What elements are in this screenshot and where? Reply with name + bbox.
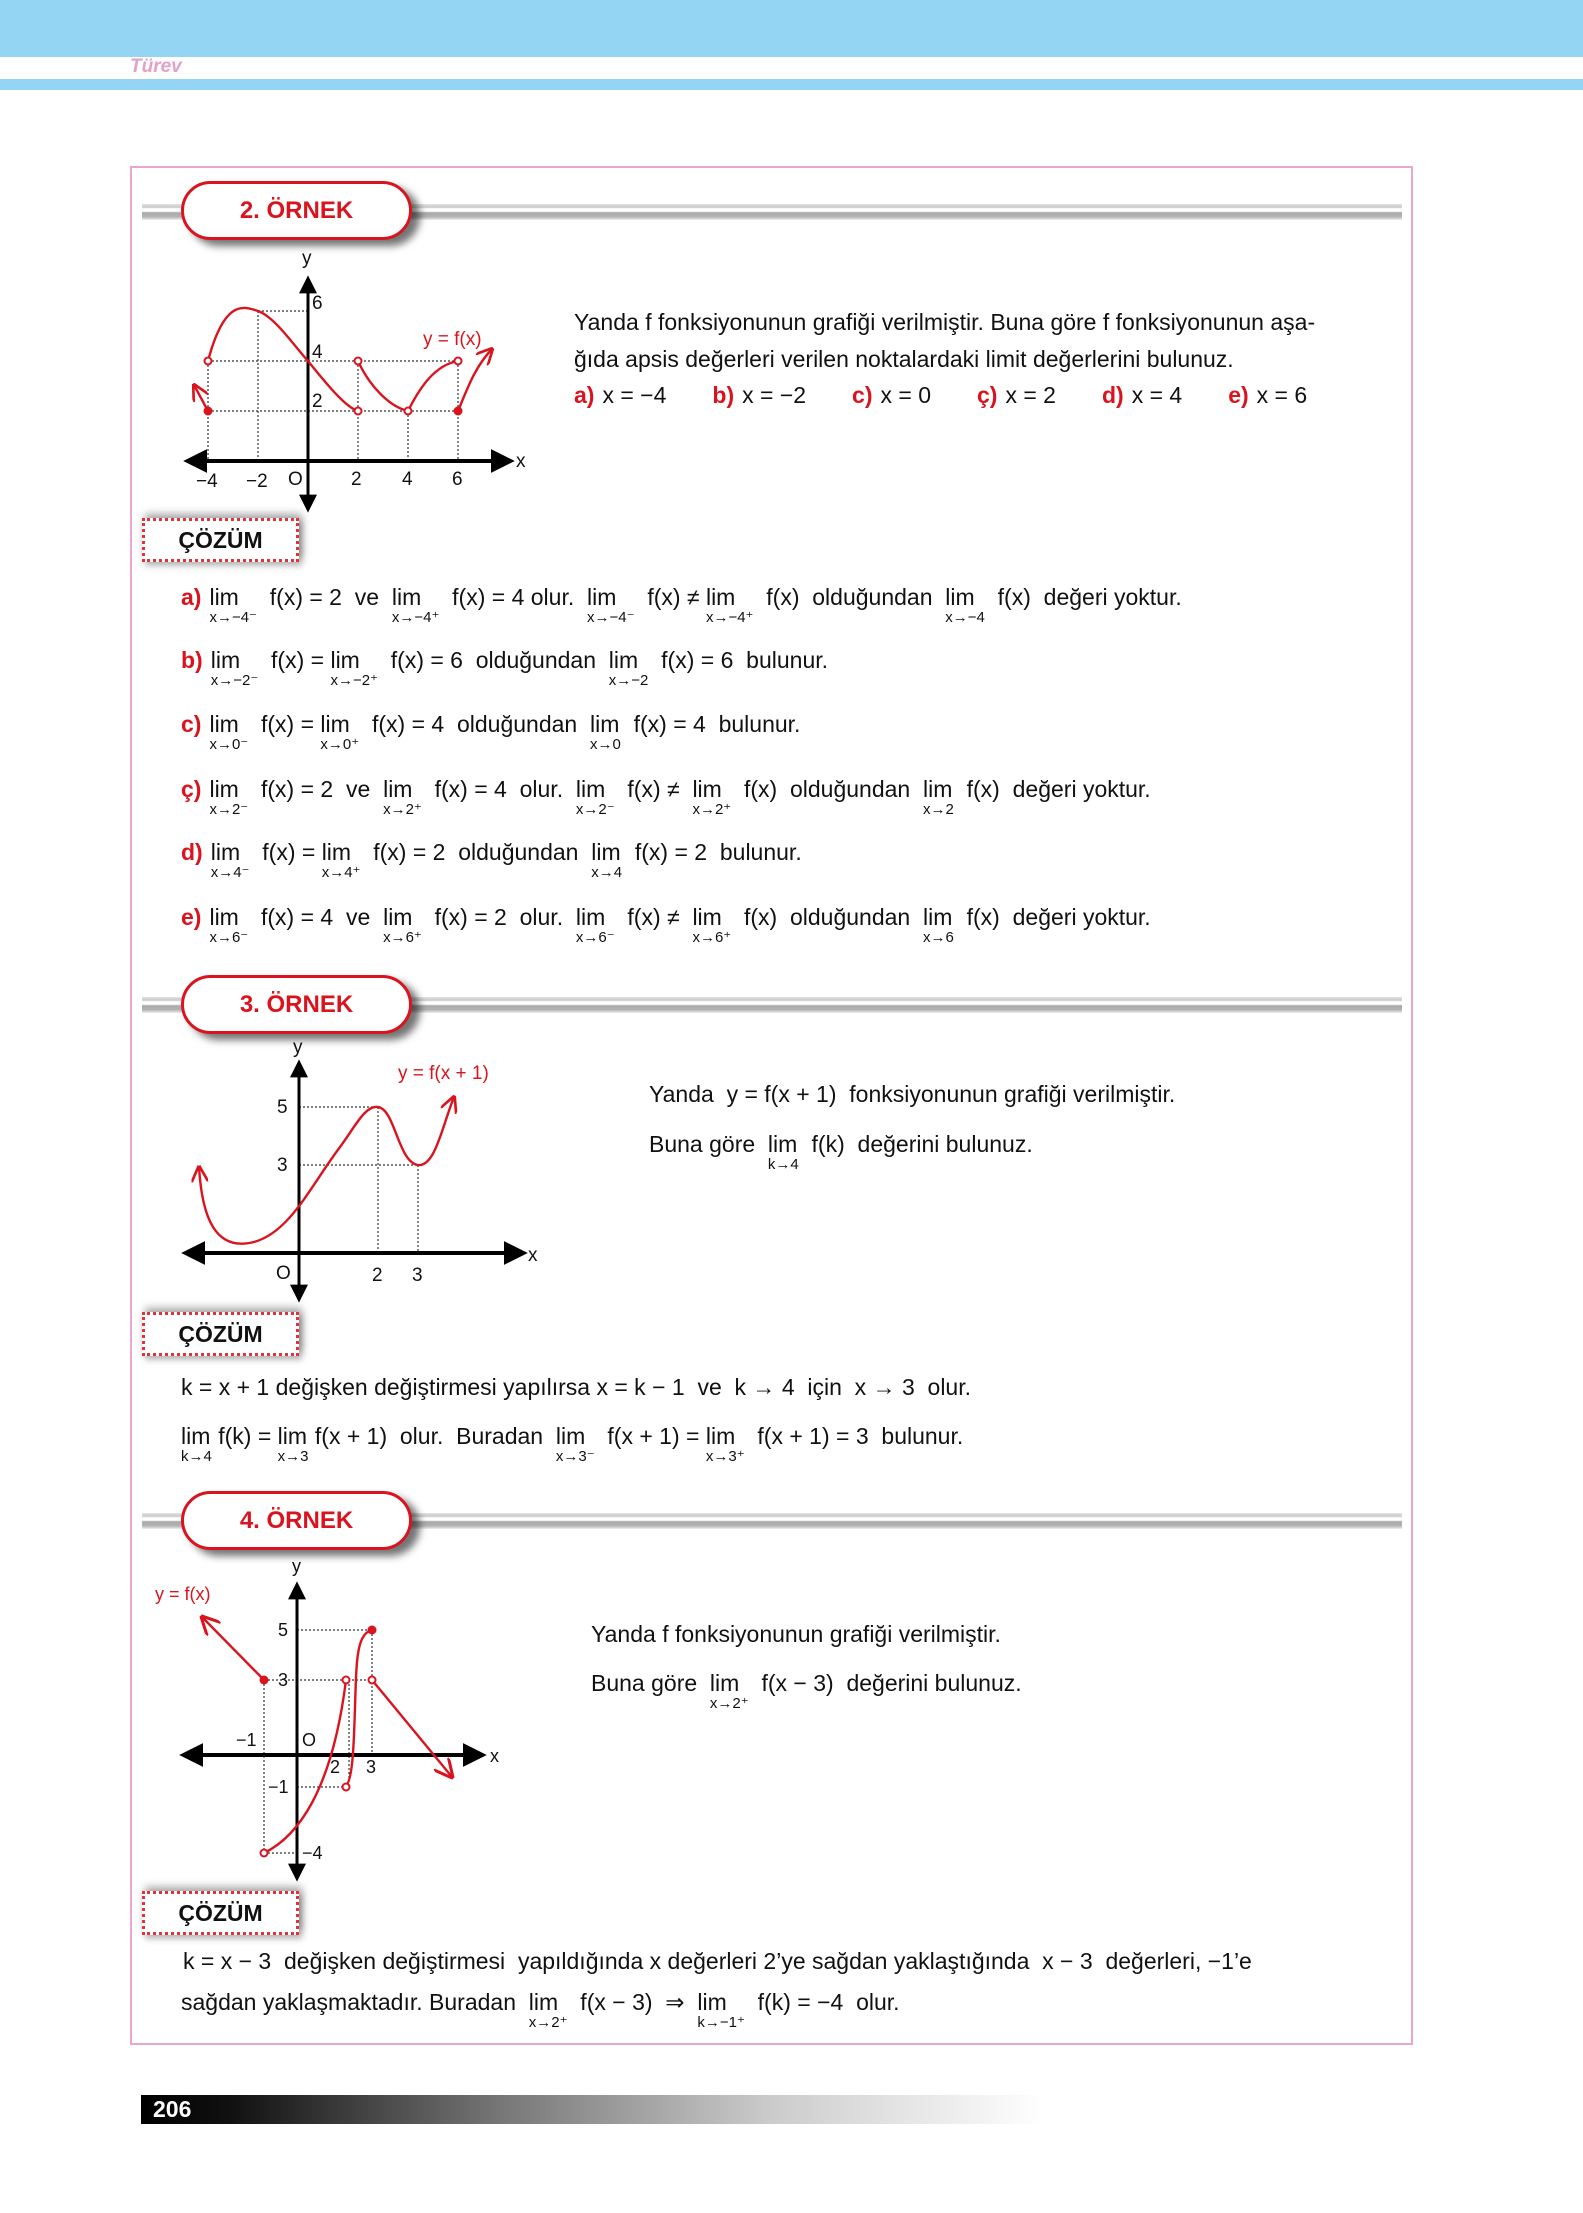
x-tick: −4 [196,471,218,492]
limit-operator: lim [589,711,620,737]
text-segment: f(k) değerini bulunuz. [798,1131,1033,1157]
item-label: ç) [181,776,202,802]
limit-subscript: x→−4 [945,609,985,626]
origin-label: O [302,1730,317,1750]
item-label: b) [181,647,203,673]
text-segment: f(x) = 6 olduğundan [377,647,609,673]
example-badge: 2. ÖRNEK [181,181,412,240]
text-segment: f(x) değeri yoktur. [953,904,1151,930]
solution-line [181,1421,963,1465]
option-label: e) [1228,382,1249,408]
limit-expression [576,902,615,946]
x-tick: 3 [412,1265,423,1286]
curve-label: y = f(x) [155,1584,211,1604]
limit-operator: lim [692,776,722,802]
limit-subscript: x→2⁻ [575,801,615,818]
text-segment: f(x) = 6 bulunur. [648,647,829,673]
text-segment: k = x − 3 değişken değiştirmesi yapıldığında x değerleri 2’ye sağdan yaklaştığında x − 3 değerleri, −1’e [183,1948,1252,1974]
limit-expression [706,582,754,626]
text-segment: f(x) = 2 bulunur. [622,839,802,865]
x-tick: −1 [236,1730,257,1750]
limit-subscript: x→0 [589,736,621,753]
limit-subscript: x→2⁺ [528,2014,568,2031]
page-number: 206 [153,2096,192,2122]
limit-operator: lim [945,584,975,610]
y-tick: 3 [277,1155,288,1176]
y-tick: 5 [277,1097,288,1118]
limit-operator: lim [692,904,722,930]
text-segment: f(x + 1) olur. Buradan [308,1423,556,1449]
limit-subscript: x→−2 [608,672,649,689]
option-item [1228,382,1307,408]
option-value: x = 4 [1131,382,1183,408]
limit-subscript: x→3 [277,1448,309,1465]
solution-line [181,1987,900,2031]
text-segment: f(x + 1) = [594,1423,706,1449]
limit-operator: lim [575,776,606,802]
text-segment: Yanda y = f(x + 1) fonksiyonunun grafiği verilmiştir. [649,1081,1176,1107]
limit-subscript: x→−2⁺ [330,672,378,689]
graph-f-x-plus-1 [180,1037,550,1307]
limit-operator: lim [608,647,639,673]
question-line [574,307,1315,337]
x-tick: 2 [351,469,362,490]
limit-expression [692,774,731,818]
limit-expression [209,582,257,626]
text-segment: f(x) değeri yoktur. [984,584,1182,610]
limit-subscript: x→2 [923,801,954,818]
limit-operator: lim [391,584,422,610]
limit-operator: lim [209,584,239,610]
y-tick: 6 [312,293,323,314]
limit-subscript: x→0⁻ [209,736,249,753]
solution-line [181,645,828,689]
text-segment: f(x) = 2 olduğundan [360,839,592,865]
limit-expression [923,902,954,946]
text-segment: f(x) = 4 olur. [439,584,588,610]
text-segment: f(x) ≠ [614,904,693,930]
limit-operator: lim [330,647,360,673]
option-value: x = −4 [602,382,667,408]
limit-subscript: x→0⁺ [320,736,360,753]
text-segment: f(x) = 4 bulunur. [620,711,801,737]
limit-expression [697,1987,745,2031]
x-tick: 2 [372,1265,383,1286]
option-value: x = 6 [1256,382,1308,408]
y-axis-label: y [293,1037,303,1058]
limit-subscript: x→−4⁻ [587,609,635,626]
text-segment: k = x + 1 değişken değiştirmesi yapılırsa x = k − 1 ve k → 4 için x → 3 olur. [181,1374,972,1400]
limit-expression [529,1987,568,2031]
limit-subscript: x→6 [923,929,954,946]
solution-line [181,709,800,753]
item-label: d) [181,839,203,865]
limit-expression [383,774,422,818]
limit-expression [181,1421,212,1465]
y-tick: −4 [302,1843,323,1863]
text-segment: f(x) = [248,711,321,737]
text-segment: f(x) = 2 ve [256,584,392,610]
limit-operator: lim [383,904,413,930]
y-tick: 4 [312,342,323,363]
limit-operator: lim [709,1670,740,1696]
limit-subscript: x→−4⁺ [705,609,754,626]
question-line [591,1619,1001,1649]
text-segment: f(x) ≠ [614,776,693,802]
option-value: x = −2 [742,382,807,408]
option-label: a) [574,382,595,408]
option-item [712,382,806,408]
graph-f-piecewise [152,1552,512,1882]
limit-expression [609,645,649,689]
limit-expression [392,582,440,626]
x-tick: 6 [452,469,463,490]
limit-operator: lim [321,839,352,865]
example-badge: 3. ÖRNEK [181,975,412,1034]
limit-operator: lim [210,647,241,673]
limit-expression [209,774,248,818]
limit-subscript: x→−4⁻ [209,609,257,626]
limit-subscript: x→6⁺ [692,929,732,946]
text-segment: f(x) = 2 olur. [421,904,576,930]
limit-expression [322,837,361,881]
limit-subscript: x→6⁻ [575,929,615,946]
solution-line [181,774,1151,818]
x-tick: 2 [330,1757,341,1777]
text-segment: f(k) = −4 olur. [744,1989,900,2015]
question-line [574,344,1234,374]
limit-operator: lim [383,776,413,802]
limit-operator: lim [575,904,606,930]
text-segment: f(x) = [258,647,331,673]
limit-subscript: k→−1⁺ [697,2014,745,2031]
option-list [574,380,1353,410]
limit-subscript: x→2⁺ [709,1695,749,1712]
text-segment: f(x + 1) = 3 bulunur. [744,1423,964,1449]
limit-operator: lim [697,1989,727,2015]
limit-operator: lim [923,776,953,802]
limit-operator: lim [209,711,239,737]
limit-expression [383,902,422,946]
text-segment: f(x − 3) değerini bulunuz. [748,1670,1022,1696]
limit-operator: lim [767,1131,798,1157]
limit-operator: lim [277,1423,308,1449]
curve-label: y = f(x + 1) [398,1063,489,1084]
solution-badge: ÇÖZÜM [142,1891,299,1935]
limit-operator: lim [320,711,350,737]
limit-operator: lim [555,1423,586,1449]
limit-subscript: x→4⁺ [321,864,361,881]
limit-expression [692,902,731,946]
option-label: b) [712,382,735,408]
y-axis-label: y [302,248,312,269]
text-segment: ğıda apsis değerleri verilen noktalardaki limit değerlerini bulunuz. [574,346,1234,372]
limit-subscript: k→4 [767,1156,799,1173]
limit-subscript: x→3⁺ [705,1448,745,1465]
limit-operator: lim [181,1423,211,1449]
limit-expression [330,645,378,689]
option-label: ç) [977,382,998,408]
limit-operator: lim [209,904,239,930]
limit-expression [590,709,621,753]
limit-subscript: x→2⁻ [209,801,249,818]
limit-expression [320,709,359,753]
limit-expression [209,709,248,753]
chapter-title: Türev [130,56,182,77]
option-value: x = 0 [880,382,932,408]
graph-f [180,247,540,517]
guide-lines [208,311,458,461]
text-segment: Yanda f fonksiyonunun grafiği verilmiştir. Buna göre f fonksiyonunun aşa- [574,309,1316,335]
limit-subscript: x→2⁺ [692,801,732,818]
text-segment: f(x) olduğundan [731,776,923,802]
limit-expression [576,774,615,818]
text-segment: f(x) = [249,839,322,865]
solution-badge: ÇÖZÜM [142,518,299,562]
example-badge: 4. ÖRNEK [181,1491,412,1550]
x-tick: −2 [246,471,268,492]
option-value: x = 2 [1005,382,1056,408]
text-segment: Buna göre [649,1131,768,1157]
question-line [591,1668,1022,1712]
origin-label: O [288,469,303,490]
text-segment: f(x) = 4 ve [248,904,384,930]
header-stripe [0,79,1583,90]
solution-line [181,902,1151,946]
y-tick: 3 [278,1670,289,1690]
limit-subscript: x→6⁻ [209,929,249,946]
x-tick: 3 [366,1757,377,1777]
text-segment: Yanda f fonksiyonunun grafiği verilmiştir. [591,1621,1001,1647]
limit-expression [587,582,635,626]
limit-expression [211,645,259,689]
item-label: c) [181,711,202,737]
question-line [649,1079,1175,1109]
curve [199,1097,454,1244]
curve-label: y = f(x) [423,329,482,350]
limit-expression [768,1129,799,1173]
limit-expression [278,1421,309,1465]
y-tick: −1 [268,1777,289,1797]
text-segment: f(x) = 2 ve [248,776,384,802]
text-segment: f(x) değeri yoktur. [953,776,1151,802]
option-item [977,382,1056,408]
text-segment: f(k) = [211,1423,278,1449]
limit-expression [556,1421,595,1465]
page-number-bar [141,2095,1044,2124]
solution-line [181,1372,971,1402]
limit-operator: lim [591,839,621,865]
question-line [649,1129,1033,1173]
limit-subscript: x→3⁻ [555,1448,595,1465]
option-item [574,382,666,408]
limit-expression [211,837,250,881]
limit-expression [591,837,622,881]
solution-line [181,582,1182,626]
limit-subscript: x→2⁺ [383,801,422,818]
limit-expression [710,1668,749,1712]
limit-operator: lim [210,839,241,865]
origin-label: O [276,1263,291,1284]
option-item [1102,382,1182,408]
text-segment: f(x − 3) ⇒ [567,1989,698,2015]
limit-operator: lim [923,904,953,930]
y-tick: 2 [312,391,323,412]
y-tick: 5 [278,1620,289,1640]
option-label: c) [852,382,873,408]
x-axis-label: x [528,1245,538,1266]
limit-subscript: x→4 [591,864,623,881]
solution-line [181,837,802,881]
text-segment: Buna göre [591,1670,710,1696]
text-segment: f(x) olduğundan [753,584,946,610]
text-segment: f(x) olduğundan [731,904,923,930]
text-segment: f(x) ≠ [634,584,706,610]
text-segment: sağdan yaklaşmaktadır. Buradan [181,1989,529,2015]
limit-expression [923,774,954,818]
option-label: d) [1101,382,1124,408]
solution-line [183,1946,1252,1976]
limit-operator: lim [705,584,736,610]
limit-subscript: x→−2⁻ [210,672,259,689]
x-tick: 4 [402,469,413,490]
x-axis-label: x [490,1746,499,1766]
limit-operator: lim [528,1989,559,2015]
limit-expression [945,582,985,626]
item-label: e) [181,904,202,930]
limit-subscript: x→6⁺ [383,929,422,946]
solution-badge: ÇÖZÜM [142,1312,299,1356]
y-axis-label: y [292,1556,301,1576]
curve [194,308,492,411]
limit-expression [706,1421,745,1465]
option-item [852,382,931,408]
text-segment: f(x) = 4 olduğundan [359,711,590,737]
header-band [0,0,1583,57]
limit-operator: lim [705,1423,736,1449]
x-axis-label: x [516,451,526,472]
limit-operator: lim [209,776,239,802]
item-label: a) [181,584,202,610]
limit-subscript: k→4 [181,1448,212,1465]
limit-operator: lim [587,584,617,610]
text-segment: f(x) = 4 olur. [421,776,576,802]
limit-expression [209,902,248,946]
limit-subscript: x→−4⁺ [391,609,440,626]
limit-subscript: x→4⁻ [210,864,250,881]
